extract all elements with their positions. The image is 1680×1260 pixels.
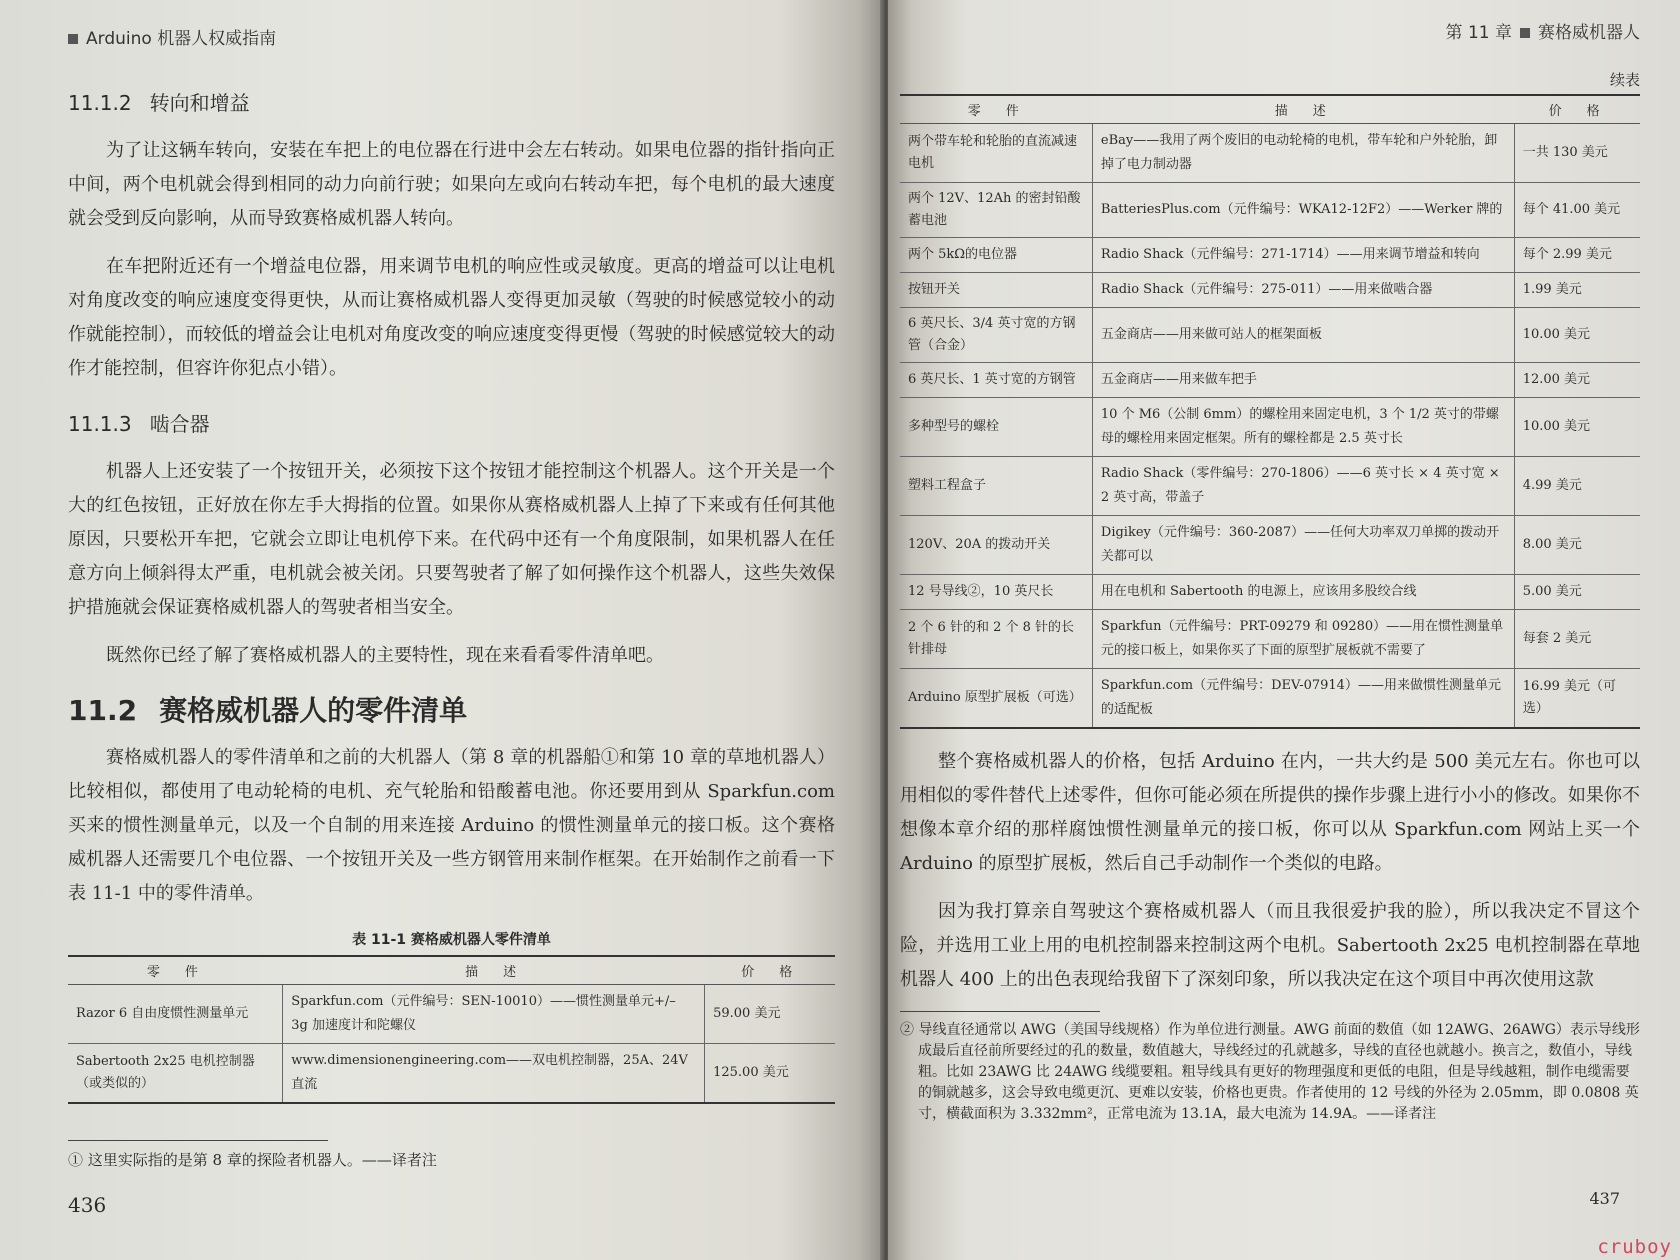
description-cell: eBay——我用了两个废旧的电动轮椅的电机，带车轮和户外轮胎，卸掉了电力制动器 — [1092, 124, 1514, 183]
table-row — [900, 308, 1640, 363]
part-cell: 多种型号的螺栓 — [900, 398, 1092, 457]
paragraph: 因为我打算亲自驾驶这个赛格威机器人（而且我很爱护我的脸），所以我决定不冒这个险，并选用工业上用的电机控制器来控制这两个电机。Sabertooth 2x25 电机控制器在草地机器人 400 上的出色表现给我留下了深刻印象，所以我决定在这个项目中再次使用这款 — [900, 901, 1640, 990]
part-cell: Arduino 原型扩展板（可选） — [900, 669, 1092, 729]
part-cell: 6 英尺长、3/4 英寸宽的方钢管（合金） — [900, 308, 1092, 363]
table-row — [900, 516, 1640, 575]
footnote-divider — [68, 1140, 328, 1141]
section-heading-11-1-2 — [68, 87, 835, 116]
right-page — [888, 0, 1680, 1260]
footnote-divider — [900, 1011, 1100, 1012]
chapter-title: 赛格威机器人 — [1538, 23, 1640, 43]
description-cell: www.dimensionengineering.com——双电机控制器，25A、24V 直流 — [283, 1044, 705, 1104]
description-cell: Digikey（元件编号：360-2087）——任何大功率双刀单掷的拨动开关都可以 — [1092, 516, 1514, 575]
part-cell: 120V、20A 的拨动开关 — [900, 516, 1092, 575]
table-row — [900, 669, 1640, 729]
running-head-left — [68, 24, 835, 49]
price-cell: 59.00 美元 — [705, 985, 835, 1044]
price-cell: 10.00 美元 — [1514, 398, 1640, 457]
part-cell: 6 英尺长、1 英寸宽的方钢管 — [900, 363, 1092, 398]
table-header-row — [68, 956, 835, 985]
description-cell: Sparkfun（元件编号：PRT-09279 和 09280）——用在惯性测量单元的接口板上，如果你买了下面的原型扩展板就不需要了 — [1092, 610, 1514, 669]
parts-table-right — [900, 94, 1640, 729]
description-cell: 10 个 M6（公制 6mm）的螺栓用来固定电机，3 个 1/2 英寸的带螺母的螺栓用来固定框架。所有的螺栓都是 2.5 英寸长 — [1092, 398, 1514, 457]
parts-table-left — [68, 955, 835, 1104]
price-cell: 4.99 美元 — [1514, 457, 1640, 516]
section-number: 11.1.2 — [68, 91, 132, 115]
header-description: 描 述 — [283, 956, 705, 985]
description-cell: 五金商店——用来做车把手 — [1092, 363, 1514, 398]
part-cell: 12 号导线②，10 英尺长 — [900, 575, 1092, 610]
table-row — [900, 124, 1640, 183]
watermark: cruboy — [1597, 1236, 1672, 1258]
price-cell: 10.00 美元 — [1514, 308, 1640, 363]
table-row — [900, 575, 1640, 610]
part-cell: 2 个 6 针的和 2 个 8 针的长针排母 — [900, 610, 1092, 669]
header-part: 零 件 — [68, 956, 283, 985]
price-cell: 每个 2.99 美元 — [1514, 238, 1640, 273]
price-cell: 1.99 美元 — [1514, 273, 1640, 308]
square-bullet-icon — [68, 34, 78, 44]
price-cell: 5.00 美元 — [1514, 575, 1640, 610]
continued-label: 续表 — [1609, 71, 1640, 89]
part-cell: Razor 6 自由度惯性测量单元 — [68, 985, 283, 1044]
price-cell: 12.00 美元 — [1514, 363, 1640, 398]
section-number: 11.1.3 — [68, 412, 132, 436]
part-cell: 两个 12V、12Ah 的密封铅酸蓄电池 — [900, 183, 1092, 238]
price-cell: 125.00 美元 — [705, 1044, 835, 1104]
section-title: 赛格威机器人的零件清单 — [159, 694, 468, 727]
price-cell: 每个 41.00 美元 — [1514, 183, 1640, 238]
square-bullet-icon — [1520, 28, 1530, 38]
table-row — [900, 273, 1640, 308]
table-row — [900, 363, 1640, 398]
section-number: 11.2 — [68, 694, 138, 727]
paragraph: 在车把附近还有一个增益电位器，用来调节电机的响应性或灵敏度。更高的增益可以让电机对角度改变的响应速度变得更快，从而让赛格威机器人变得更加灵敏（驾驶的时候感觉较小的动作就能控制），而较低的增益会让电机对角度改变的响应速度变得更慢（驾驶的时候感觉较大的动作才能控制，但容许你犯点小错）。 — [68, 256, 835, 379]
price-cell: 每套 2 美元 — [1514, 610, 1640, 669]
header-price: 价 格 — [1514, 95, 1640, 124]
table-row — [900, 610, 1640, 669]
header-description: 描 述 — [1092, 95, 1514, 124]
description-cell: Radio Shack（元件编号：271-1714）——用来调节增益和转向 — [1092, 238, 1514, 273]
page-number-right: 437 — [1589, 1189, 1620, 1208]
book-title: Arduino 机器人权威指南 — [86, 29, 277, 49]
description-cell: 用在电机和 Sabertooth 的电源上，应该用多股绞合线 — [1092, 575, 1514, 610]
paragraph: 整个赛格威机器人的价格，包括 Arduino 在内，一共大约是 500 美元左右。你也可以用相似的零件替代上述零件，但你可能必须在所提供的操作步骤上进行小小的修改。如果你不想像本章介绍的那样腐蚀惯性测量单元的接口板，你可以从 Sparkfun.com 网站上买一个 Arduino 的原型扩展板，然后自己手动制作一个类似的电路。 — [900, 751, 1640, 874]
price-cell: 8.00 美元 — [1514, 516, 1640, 575]
part-cell: 按钮开关 — [900, 273, 1092, 308]
paragraph: 既然你已经了解了赛格威机器人的主要特性，现在来看看零件清单吧。 — [106, 645, 664, 666]
footnote: ① 这里实际指的是第 8 章的探险者机器人。——译者注 — [68, 1151, 437, 1169]
table-row — [68, 985, 835, 1044]
price-cell: 16.99 美元（可选） — [1514, 669, 1640, 729]
header-price: 价 格 — [705, 956, 835, 985]
section-heading-11-2 — [68, 689, 835, 729]
part-cell: 塑料工程盒子 — [900, 457, 1092, 516]
table-row — [68, 1044, 835, 1104]
description-cell: BatteriesPlus.com（元件编号：WKA12-12F2）——Werker 牌的 — [1092, 183, 1514, 238]
paragraph: 为了让这辆车转向，安装在车把上的电位器在行进中会左右转动。如果电位器的指针指向正中间，两个电机就会得到相同的动力向前行驶；如果向左或向右转动车把，每个电机的最大速度就会受到反向影响，从而导致赛格威机器人转向。 — [68, 140, 835, 229]
table-row — [900, 238, 1640, 273]
description-cell: Sparkfun.com（元件编号：DEV-07914）——用来做惯性测量单元的适配板 — [1092, 669, 1514, 729]
header-part: 零 件 — [900, 95, 1092, 124]
description-cell: Radio Shack（零件编号：270-1806）——6 英寸长 × 4 英寸宽 × 2 英寸高，带盖子 — [1092, 457, 1514, 516]
part-cell: 两个 5kΩ的电位器 — [900, 238, 1092, 273]
table-row — [900, 457, 1640, 516]
price-cell: 一共 130 美元 — [1514, 124, 1640, 183]
paragraph: 赛格威机器人的零件清单和之前的大机器人（第 8 章的机器船①和第 10 章的草地机器人）比较相似，都使用了电动轮椅的电机、充气轮胎和铅酸蓄电池。你还要用到从 Sparkfun.com 买来的惯性测量单元，以及一个自制的用来连接 Arduino 的惯性测量单元的接口板。这个赛格威机器人还需要几个电位器、一个按钮开关及一些方钢管用来制作框架。在开始制作之前看一下表 11-1 中的零件清单。 — [68, 747, 835, 904]
running-head-right — [900, 18, 1640, 43]
section-heading-11-1-3 — [68, 408, 835, 437]
section-title: 转向和增益 — [149, 91, 250, 115]
part-cell: Sabertooth 2x25 电机控制器（或类似的） — [68, 1044, 283, 1104]
section-title: 啮合器 — [149, 412, 210, 436]
table-header-row — [900, 95, 1640, 124]
description-cell: Radio Shack（元件编号：275-011）——用来做啮合器 — [1092, 273, 1514, 308]
paragraph: 机器人上还安装了一个按钮开关，必须按下这个按钮才能控制这个机器人。这个开关是一个大的红色按钮，正好放在你左手大拇指的位置。如果你从赛格威机器人上掉了下来或有任何其他原因，只要松开车把，它就会立即让电机停下来。在代码中还有一个角度限制，如果机器人在任意方向上倾斜得太严重，电机就会被关闭。只要驾驶者了解了如何操作这个机器人，这些失效保护措施就会保证赛格威机器人的驾驶者相当安全。 — [68, 461, 835, 618]
description-cell: Sparkfun.com（元件编号：SEN-10010）——惯性测量单元+/– 3g 加速度计和陀螺仪 — [283, 985, 705, 1044]
description-cell: 五金商店——用来做可站人的框架面板 — [1092, 308, 1514, 363]
table-caption: 表 11-1 赛格威机器人零件清单 — [352, 932, 551, 948]
page-number-left: 436 — [68, 1193, 107, 1217]
chapter-number: 第 11 章 — [1445, 23, 1512, 43]
footnote: ② 导线直径通常以 AWG（美国导线规格）作为单位进行测量。AWG 前面的数值（如 12AWG、26AWG）表示导线形成最后直径前所要经过的孔的数量，数值越大，导线经过的孔就越多，导线的直径也就越小。换言之，数值小，导线粗。比如 23AWG 比 24AWG 线缆要粗。粗导线具有更好的物理强度和更低的电阻，但是导线越粗，制作电缆需要的铜就越多，这会导致电缆更沉、更难以安装，价格也更贵。作者使用的 12 号线的外径为 2.05mm，即 0.0808 英寸，横截面积为 3.332mm²，正常电流为 13.1A，最大电流为 14.9A。——译者注 — [900, 1022, 1640, 1122]
table-row — [900, 398, 1640, 457]
table-row — [900, 183, 1640, 238]
part-cell: 两个带车轮和轮胎的直流减速电机 — [900, 124, 1092, 183]
